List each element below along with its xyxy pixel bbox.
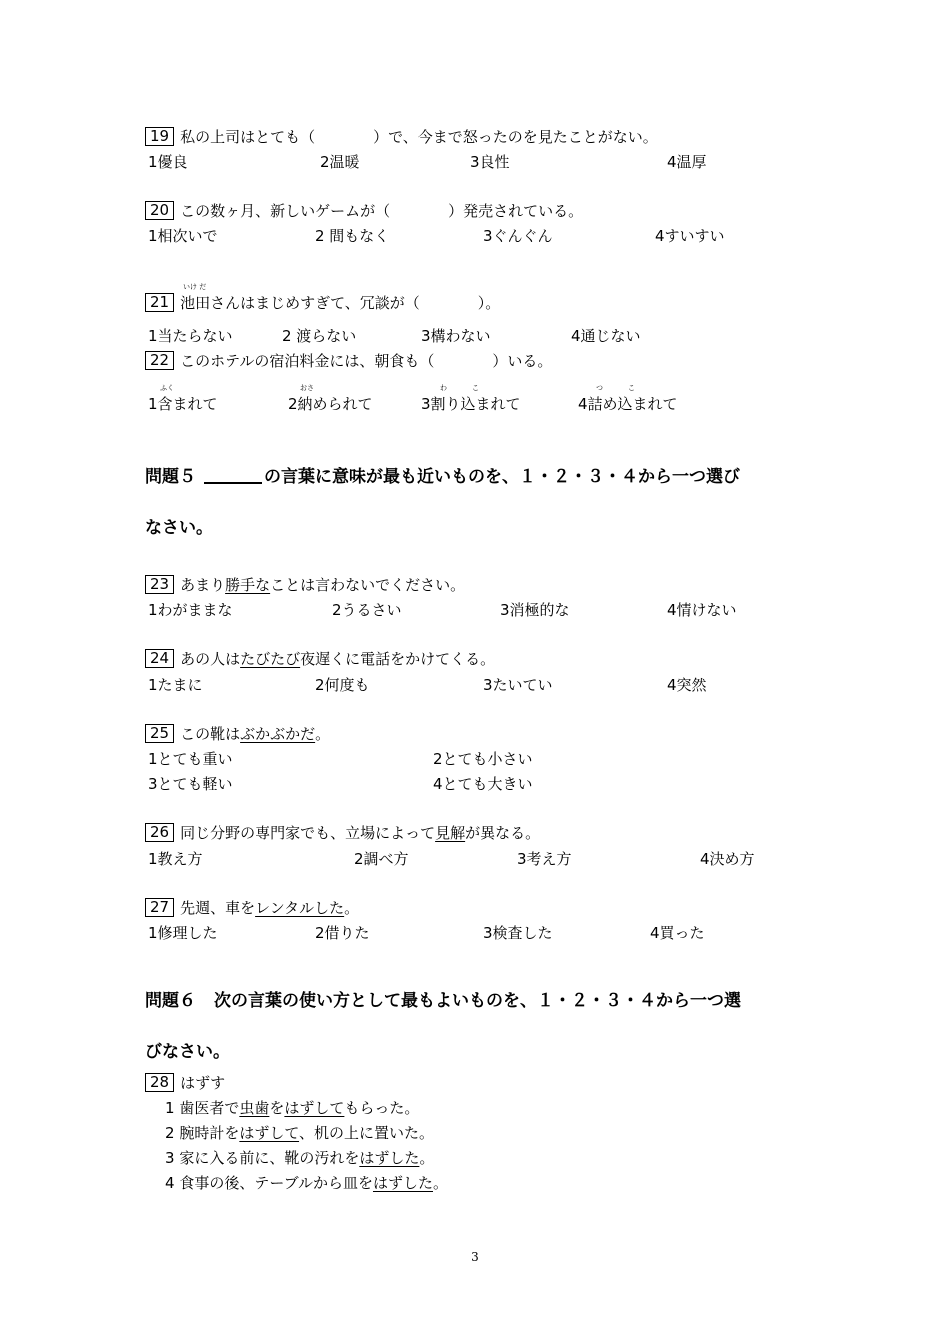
- option-4[interactable]: 4すいすい: [655, 227, 725, 245]
- question-text-pre: 同じ分野の専門家でも、立場によって: [180, 824, 436, 842]
- underlined-word: はずして: [284, 1099, 345, 1117]
- option-2[interactable]: 2とても小さい: [433, 750, 533, 768]
- usage-option-4[interactable]: [165, 1172, 448, 1194]
- section-instruction: の言葉に意味が最も近いものを、１・２・３・４から一つ選び: [264, 467, 740, 487]
- option-2[interactable]: 2調べ方: [354, 850, 409, 868]
- option-4[interactable]: 4通じない: [571, 327, 641, 345]
- option-4[interactable]: 4買った: [650, 924, 705, 942]
- option-3[interactable]: 3良性: [470, 153, 510, 171]
- option-1[interactable]: 1わがままな: [148, 601, 233, 619]
- option-4[interactable]: 4情けない: [667, 601, 737, 619]
- section-instruction: 次の言葉の使い方として最もよいものを、１・２・３・４から一つ選: [214, 991, 741, 1011]
- question-21: [145, 292, 500, 314]
- option-number: 3: [165, 1149, 175, 1167]
- usage-text: 家に入る前に、靴の汚れを: [179, 1149, 360, 1167]
- question-20: [145, 200, 583, 222]
- section-heading-5: [145, 462, 740, 487]
- option-4[interactable]: 4決め方: [700, 850, 755, 868]
- question-text-post: ）いる。: [492, 352, 553, 370]
- option-3[interactable]: 3構わない: [421, 327, 491, 345]
- furigana: いけ だ: [183, 283, 207, 291]
- question-text-pre: この数ヶ月、新しいゲームが（: [180, 202, 391, 220]
- option-number: 2: [165, 1124, 175, 1142]
- question-24: [145, 648, 495, 670]
- question-28: [145, 1072, 225, 1094]
- option-2[interactable]: 2借りた: [315, 924, 370, 942]
- option-3[interactable]: 3ぐんぐん: [483, 227, 553, 245]
- option-3[interactable]: 3とても軽い: [148, 775, 233, 793]
- option-1[interactable]: 1とても重い: [148, 750, 233, 768]
- question-26: [145, 822, 540, 844]
- question-number: 21: [145, 293, 174, 312]
- option-number: 4: [165, 1174, 175, 1192]
- question-number: 28: [145, 1073, 174, 1092]
- question-text-post: ）で、今まで怒ったのを見たことがない。: [373, 128, 658, 146]
- question-number: 19: [145, 127, 174, 146]
- usage-text: 腕時計を: [179, 1124, 240, 1142]
- furigana: わ: [440, 384, 447, 392]
- page-number: 3: [471, 1250, 479, 1264]
- usage-text: 。: [433, 1174, 449, 1192]
- underlined-word: はずして: [239, 1124, 300, 1142]
- question-text-pre: 先週、車を: [180, 899, 256, 917]
- furigana: つ: [596, 384, 603, 392]
- question-19: [145, 126, 658, 148]
- option-1[interactable]: 1相次いで: [148, 227, 218, 245]
- underlined-word: はずした: [359, 1149, 420, 1167]
- option-4[interactable]: 4詰め込まれて: [578, 395, 678, 413]
- question-25: [145, 723, 330, 745]
- underlined-word: たびたび: [240, 650, 301, 668]
- option-number: 1: [165, 1099, 175, 1117]
- question-23: [145, 574, 465, 596]
- question-text-pre: この靴は: [180, 725, 241, 743]
- question-text-post: 夜遅くに電話をかけてくる。: [300, 650, 496, 668]
- target-word: はずす: [180, 1074, 226, 1092]
- underline-blank: [204, 468, 262, 484]
- option-2[interactable]: 2うるさい: [332, 601, 402, 619]
- option-1[interactable]: 1教え方: [148, 850, 203, 868]
- question-text-post: ）。: [477, 294, 501, 312]
- underlined-word: ぶかぶかだ: [240, 725, 316, 743]
- option-1[interactable]: 1含まれて: [148, 395, 218, 413]
- question-text-pre: あまり: [180, 576, 226, 594]
- option-3[interactable]: 3割り込まれて: [421, 395, 521, 413]
- option-1[interactable]: 1たまに: [148, 676, 203, 694]
- usage-option-1[interactable]: [165, 1097, 419, 1119]
- option-3[interactable]: 3たいてい: [483, 676, 553, 694]
- underlined-word: 見解: [435, 824, 466, 842]
- option-4[interactable]: 4温厚: [667, 153, 707, 171]
- question-number: 23: [145, 575, 174, 594]
- furigana: おさ: [300, 384, 314, 392]
- question-text-pre: 池田さんはまじめすぎて、冗談が（: [180, 294, 420, 312]
- section-number: 問題６: [145, 991, 196, 1011]
- usage-text: を: [269, 1099, 285, 1117]
- question-number: 26: [145, 823, 174, 842]
- option-2[interactable]: 2何度も: [315, 676, 370, 694]
- section-heading-6-cont: びなさい。: [145, 1042, 230, 1062]
- option-2[interactable]: 2 渡らない: [282, 327, 357, 345]
- question-22: [145, 350, 552, 372]
- question-text-post: ）発売されている。: [448, 202, 584, 220]
- furigana: こ: [628, 384, 635, 392]
- option-3[interactable]: 3検査した: [483, 924, 553, 942]
- option-2[interactable]: 2 間もなく: [315, 227, 390, 245]
- question-text-pre: あの人は: [180, 650, 241, 668]
- option-1[interactable]: 1当たらない: [148, 327, 233, 345]
- option-3[interactable]: 3消極的な: [500, 601, 570, 619]
- usage-text: もらった。: [344, 1099, 420, 1117]
- usage-option-2[interactable]: [165, 1122, 434, 1144]
- question-text-pre: このホテルの宿泊料金には、朝食も（: [180, 352, 435, 370]
- section-heading-6: [145, 986, 741, 1011]
- underlined-word: はずした: [372, 1174, 433, 1192]
- question-number: 27: [145, 898, 174, 917]
- question-text-post: が異なる。: [465, 824, 541, 842]
- question-number: 25: [145, 724, 174, 743]
- section-number: 問題５: [145, 467, 196, 487]
- question-text-post: ことは言わないでください。: [270, 576, 466, 594]
- option-2[interactable]: 2温暖: [320, 153, 360, 171]
- option-1[interactable]: 1優良: [148, 153, 188, 171]
- question-number: 20: [145, 201, 174, 220]
- question-number: 22: [145, 351, 174, 370]
- option-1[interactable]: 1修理した: [148, 924, 218, 942]
- usage-text: 、机の上に置いた。: [299, 1124, 435, 1142]
- question-text-pre: 私の上司はとても（: [180, 128, 316, 146]
- usage-text: 食事の後、テーブルから皿を: [179, 1174, 373, 1192]
- option-3[interactable]: 3考え方: [517, 850, 572, 868]
- question-text-post: 。: [315, 725, 331, 743]
- option-4[interactable]: 4とても大きい: [433, 775, 533, 793]
- furigana: ふく: [160, 384, 174, 392]
- underlined-word: 勝手な: [225, 576, 271, 594]
- furigana: こ: [472, 384, 479, 392]
- question-number: 24: [145, 649, 174, 668]
- usage-text: 。: [419, 1149, 435, 1167]
- usage-text: 歯医者で: [179, 1099, 240, 1117]
- usage-option-3[interactable]: [165, 1147, 434, 1169]
- underlined-word: レンタルした: [255, 899, 345, 917]
- option-2[interactable]: 2納められて: [288, 395, 373, 413]
- question-27: [145, 897, 359, 919]
- question-text-post: 。: [344, 899, 360, 917]
- section-heading-5-cont: なさい。: [145, 518, 213, 538]
- underlined-word: 虫歯: [239, 1099, 270, 1117]
- option-4[interactable]: 4突然: [667, 676, 707, 694]
